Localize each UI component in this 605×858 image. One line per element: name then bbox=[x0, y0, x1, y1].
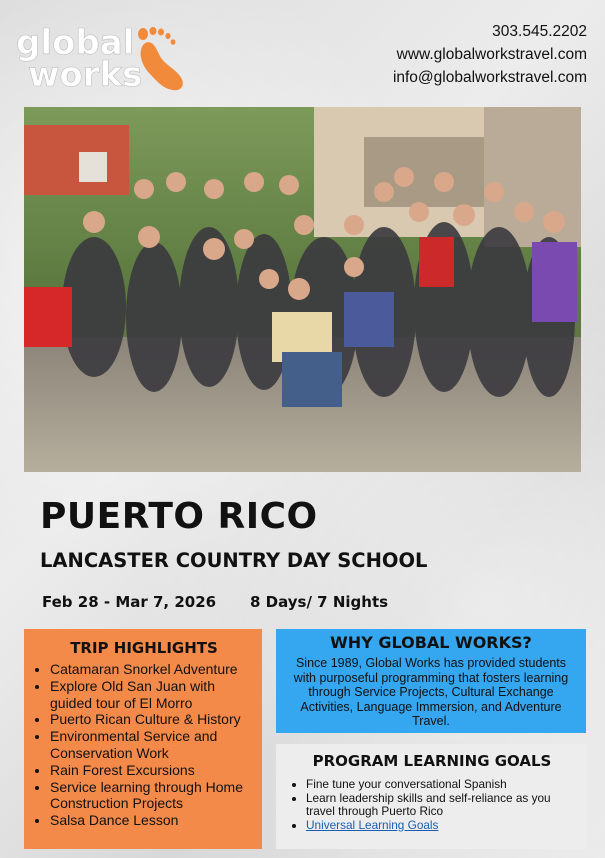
logo-line-works: works bbox=[28, 55, 143, 94]
universal-learning-goals-link[interactable]: Universal Learning Goals bbox=[306, 817, 439, 832]
school-name: LANCASTER COUNTRY DAY SCHOOL bbox=[40, 549, 428, 572]
highlight-item: • Service learning through Home Construction Projects bbox=[50, 779, 256, 813]
logo-graphic bbox=[14, 14, 189, 94]
goal-item: • Learn leadership skills and self-reliance as you travel through Puerto Rico bbox=[306, 792, 580, 819]
why-heading: WHY GLOBAL WORKS? bbox=[330, 633, 532, 652]
why-global-works-box bbox=[276, 629, 586, 733]
footprint-icon bbox=[138, 27, 183, 90]
highlights-heading: TRIP HIGHLIGHTS bbox=[70, 639, 218, 657]
highlight-item: • Rain Forest Excursions bbox=[50, 762, 256, 779]
highlight-item: • Catamaran Snorkel Adventure bbox=[50, 661, 256, 678]
trip-title: PUERTO RICO bbox=[40, 496, 318, 537]
logo-line-global: global bbox=[16, 23, 135, 63]
highlight-item: • Environmental Service and Conservation Work bbox=[50, 728, 256, 762]
goal-item-link bbox=[306, 819, 580, 833]
trip-highlights-box bbox=[24, 629, 262, 849]
contact-info bbox=[393, 20, 587, 89]
why-body: Since 1989, Global Works has provided students with purposeful programming that fosters learning through Service Projects, Cultural Exchange Activities, Language Immersion, and Adventure Travel. bbox=[293, 656, 569, 728]
highlights-list bbox=[32, 661, 256, 829]
learning-goals-box bbox=[276, 744, 586, 849]
global-works-logo bbox=[14, 14, 189, 94]
group-photo bbox=[24, 107, 581, 472]
highlight-item: • Puerto Rican Culture & History bbox=[50, 711, 256, 728]
highlight-item: • Salsa Dance Lesson bbox=[50, 812, 256, 829]
contact-website[interactable]: www.globalworkstravel.com bbox=[396, 46, 587, 63]
trip-dates: Feb 28 - Mar 7, 2026 bbox=[42, 593, 217, 611]
trip-duration: 8 Days/ 7 Nights bbox=[250, 593, 389, 611]
goal-item: • Fine tune your conversational Spanish bbox=[306, 778, 580, 792]
goals-heading: PROGRAM LEARNING GOALS bbox=[312, 752, 552, 770]
contact-email[interactable]: info@globalworkstravel.com bbox=[392, 69, 587, 86]
contact-phone: 303.545.2202 bbox=[492, 23, 587, 40]
goals-list bbox=[284, 778, 580, 832]
highlight-item: • Explore Old San Juan with guided tour of El Morro bbox=[50, 678, 256, 712]
